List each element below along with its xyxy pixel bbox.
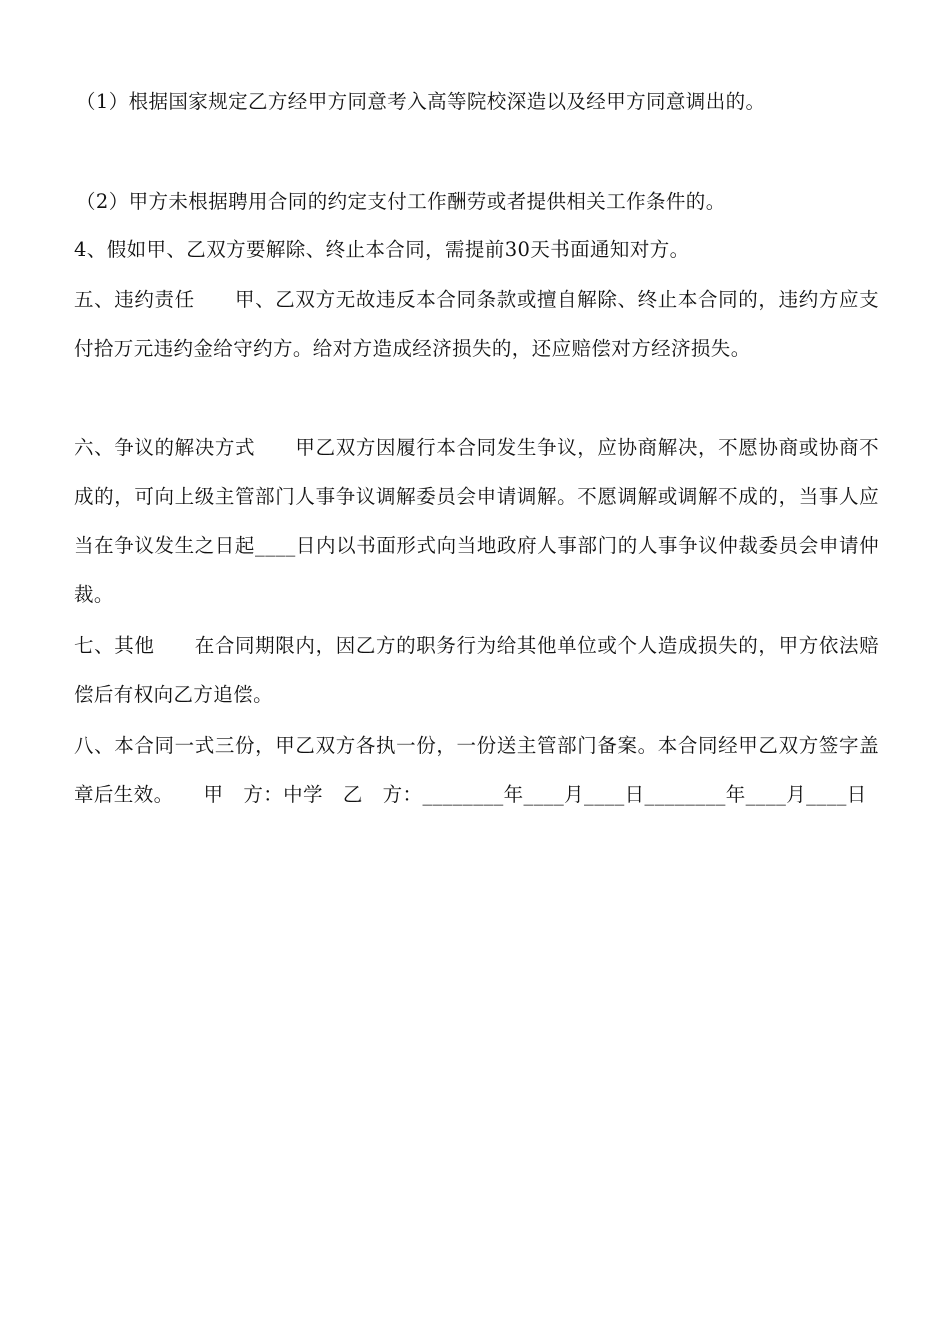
clause-item-1: （1）根据国家规定乙方经甲方同意考入高等院校深造以及经甲方同意调出的。 bbox=[76, 90, 766, 113]
section-other: 七、其他 在合同期限内，因乙方的职务行为给其他单位或个人造成损失的，甲方依法赔偿后有权向乙方追偿。 bbox=[74, 634, 879, 706]
clause-item-2: （2）甲方未根据聘用合同的约定支付工作酬劳或者提供相关工作条件的。 bbox=[76, 190, 726, 213]
clause-termination-notice: 4、假如甲、乙双方要解除、终止本合同，需提前30天书面通知对方。 bbox=[74, 238, 690, 261]
section-copies-signature: 八、本合同一式三份，甲乙双方各执一份，一份送主管部门备案。本合同经甲乙双方签字盖章后生效。 甲 方：中学 乙 方：________年____月____日________年____月____日 bbox=[74, 734, 879, 806]
section-dispute-resolution: 六、争议的解决方式 甲乙双方因履行本合同发生争议，应协商解决，不愿协商或协商不成的，可向上级主管部门人事争议调解委员会申请调解。不愿调解或调解不成的，当事人应当在争议发生之日起____日内以书面形式向当地政府人事部门的人事争议仲裁委员会申请仲裁。 bbox=[74, 436, 879, 606]
section-liability: 五、违约责任 甲、乙双方无故违反本合同条款或擅自解除、终止本合同的，违约方应支付拾万元违约金给守约方。给对方造成经济损失的，还应赔偿对方经济损失。 bbox=[74, 288, 879, 360]
